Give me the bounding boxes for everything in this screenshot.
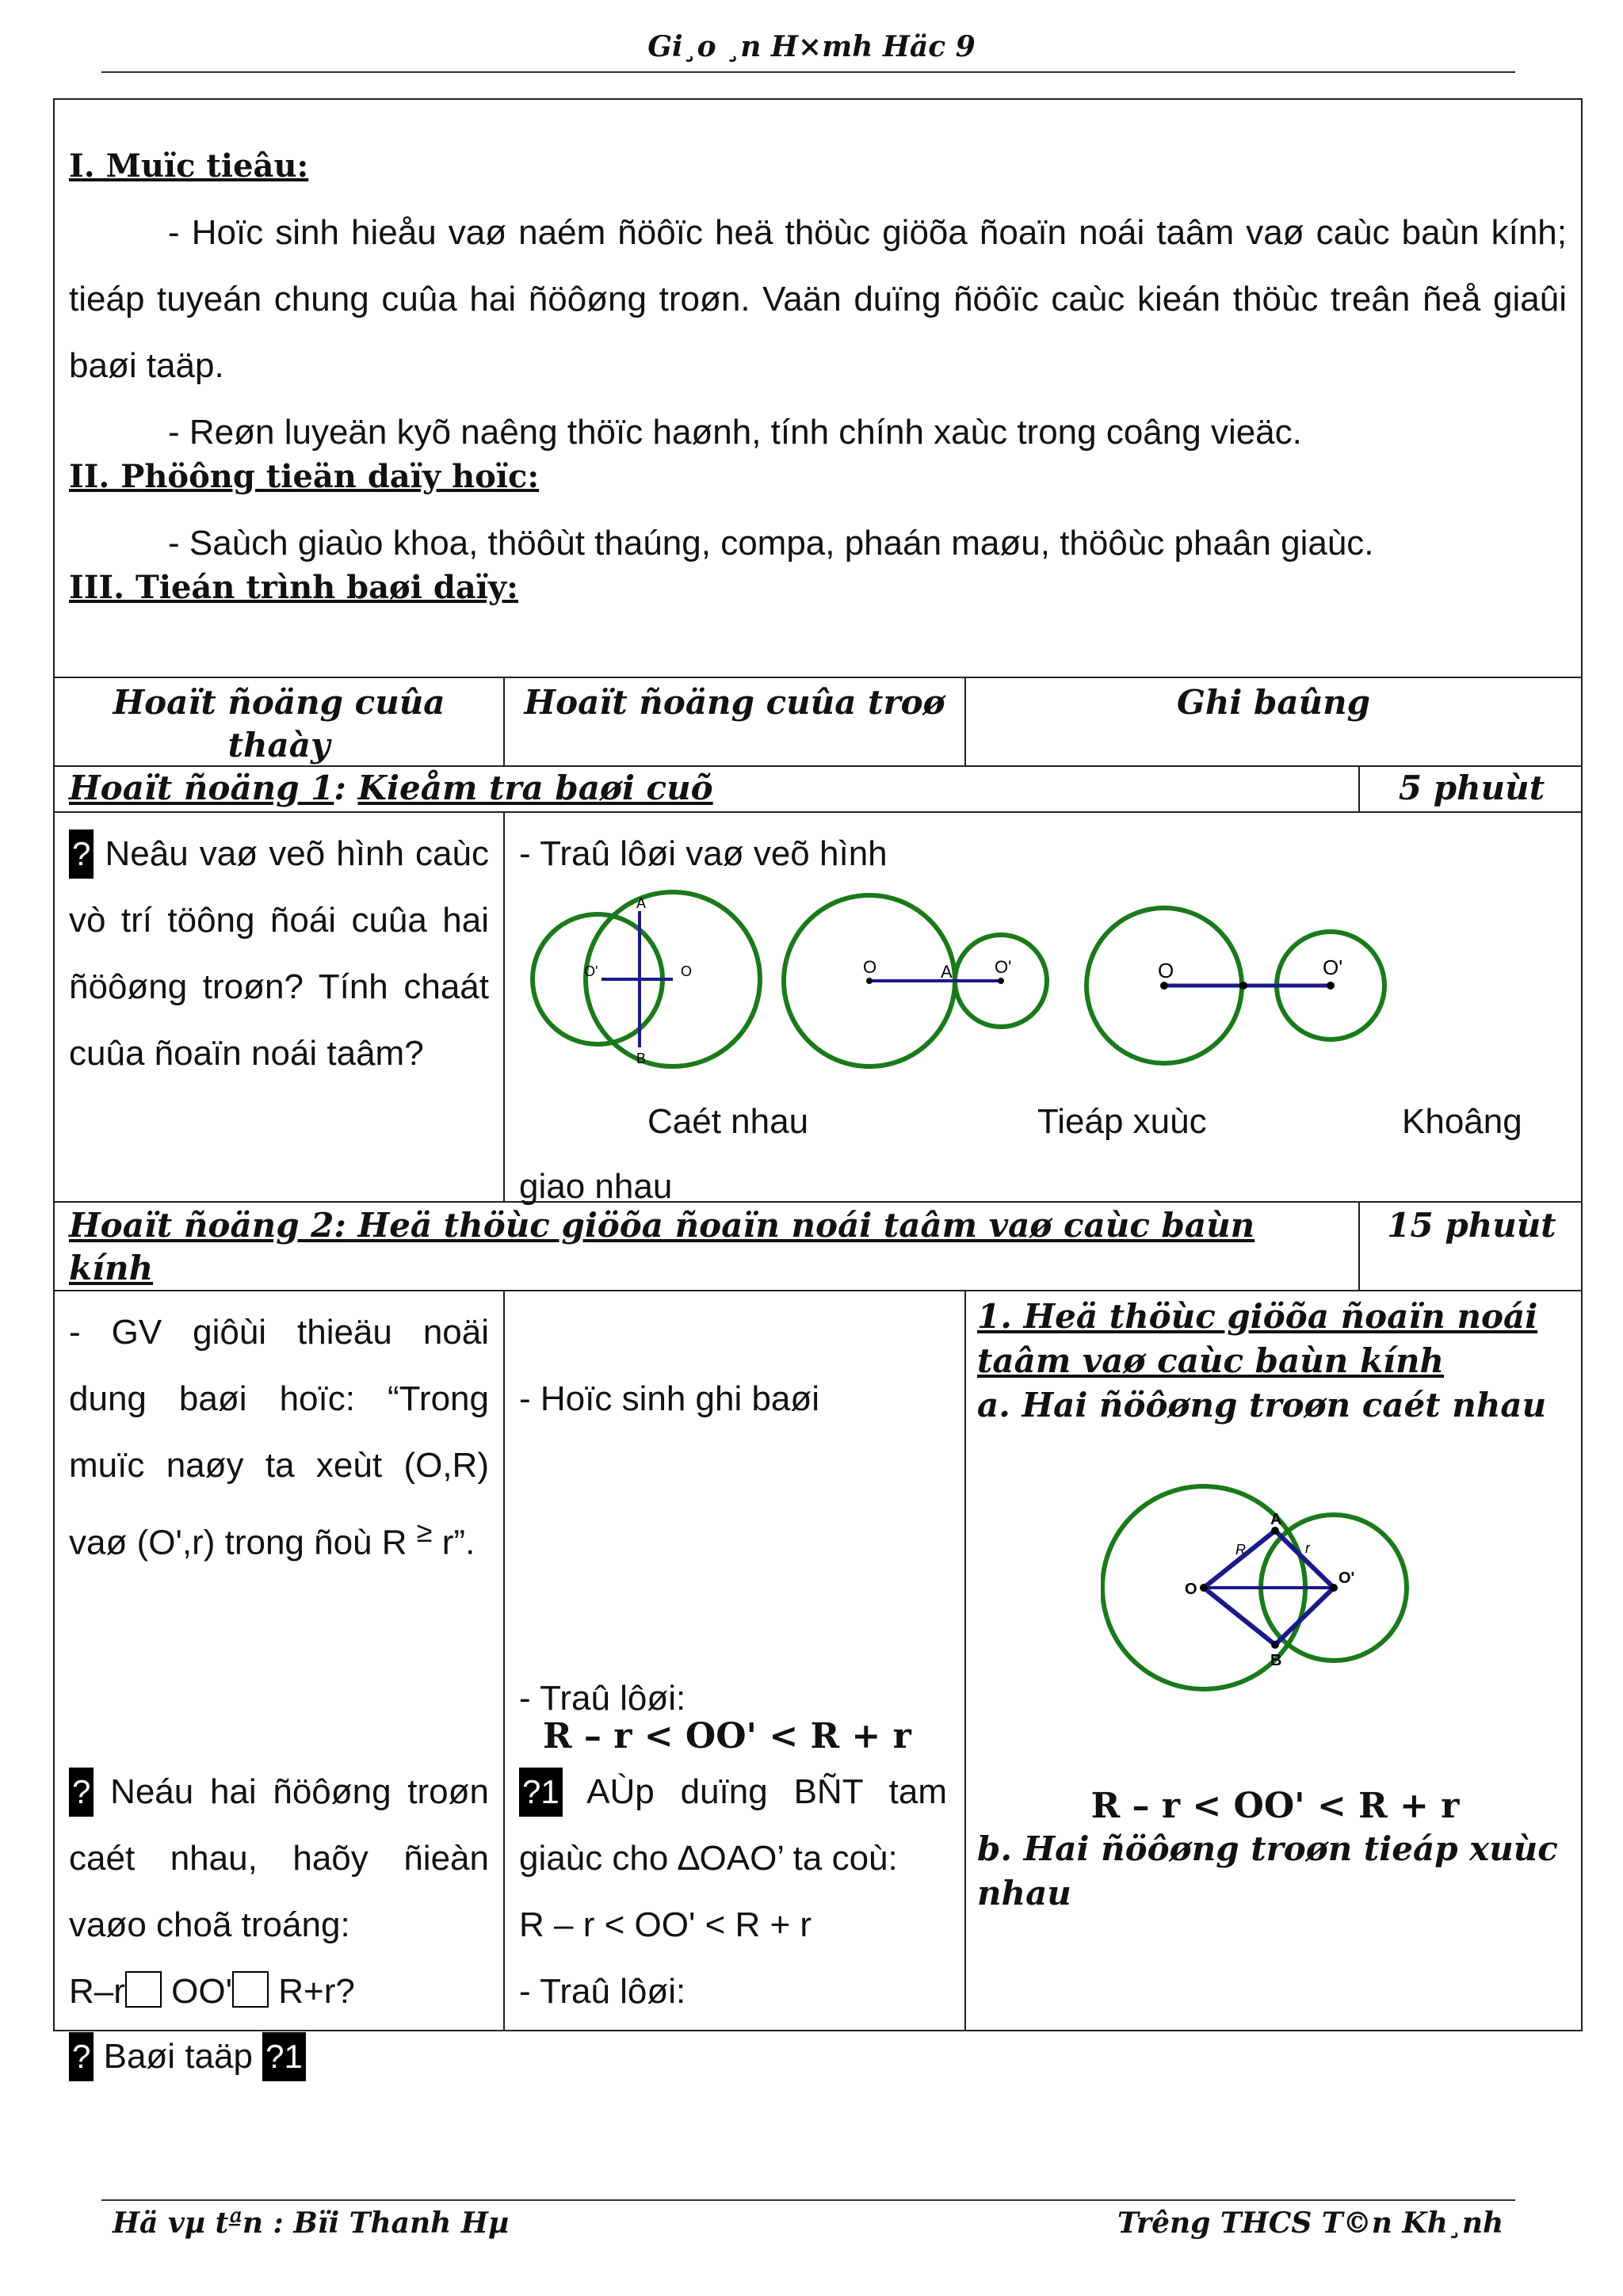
- blank-box[interactable]: [125, 1971, 162, 2008]
- activity1-student-text: - Traû lôøi vaø veõ hình: [519, 834, 888, 873]
- activity2-student-answer-label-2: - Traû lôøi:: [519, 1972, 686, 2011]
- intersecting-circles-figure: [1101, 1475, 1449, 1700]
- col-divider-1b: [503, 811, 505, 1201]
- label-o-prime: O': [1323, 955, 1343, 979]
- activity2-header: [69, 1204, 1345, 1290]
- activity1-end-rule: [55, 1201, 1581, 1203]
- fill-r-minus-r: R–r: [69, 1972, 125, 2011]
- activity2-exercise: [69, 2023, 306, 2090]
- label-o-prime: O': [1338, 1569, 1355, 1587]
- activity2-teacher-question-text: Neáu hai ñöôøng troøn caét nhau, haõy ñieàn vaøo choã troáng:: [69, 1772, 489, 1944]
- footer-rule: [101, 2199, 1515, 2201]
- objectives-paragraph-1: - Hoïc sinh hieåu vaø naém ñöôïc heä thöùc giöõa ñoaïn noái taâm vaø caùc baùn kính; tieáp tuyeán chung cuûa hai ñöôøng troøn. Vaän duïng ñöôïc caùc kieán thöùc treân ñeå giaûi baøi taäp.: [69, 213, 1567, 385]
- label-o: O: [1158, 959, 1174, 982]
- caption-apart-continued: giao nhau: [519, 1167, 673, 1206]
- activity2-student-inequality: R – r < OO' < R + r: [519, 1905, 812, 1944]
- center-dot: [866, 978, 873, 984]
- caption-apart: Khoâng: [1402, 1102, 1522, 1141]
- blank-box[interactable]: [232, 1971, 269, 2008]
- activity1-label: Hoaït ñoäng 1: [69, 769, 334, 807]
- activity2-row-rule: [55, 1290, 1581, 1291]
- column-header-notes: Ghi baûng: [1176, 683, 1370, 722]
- center-dot: [1239, 982, 1247, 990]
- question-mark-icon: ?: [69, 2032, 94, 2081]
- label-a: A: [1270, 1511, 1282, 1528]
- col-divider-2a: [964, 677, 966, 765]
- col-divider-1c: [503, 1290, 505, 2030]
- circle-positions-figure: [530, 884, 1576, 1074]
- means-paragraph: - Saùch giaùo khoa, thöôùt thaúng, compa, phaán maøu, thöôùc phaân giaùc.: [168, 524, 1374, 563]
- activity1-title: Kieåm tra baøi cuõ: [357, 769, 713, 807]
- lesson-frame: [53, 98, 1583, 2076]
- notes-heading-1: 1. Heä thöùc giöõa ñoaïn noái taâm vaø caùc baùn kính: [977, 1297, 1538, 1380]
- activity2-student-proof-text: AÙp duïng BÑT tam giaùc cho ∆OAO’ ta coù:: [519, 1772, 947, 1878]
- activity2-student-answer-label: - Traû lôøi:: [519, 1679, 686, 1718]
- notes-heading-2: a. Hai ñöôøng troøn caét nhau: [977, 1386, 1547, 1425]
- activity1-teacher-cell: [69, 821, 489, 1087]
- activity2-teacher-cell: [69, 1299, 489, 1577]
- activity1-row-rule: [55, 811, 1581, 813]
- page-header: Gi¸o ¸n H×mh Häc 9: [647, 30, 976, 63]
- label-a: A: [941, 962, 953, 982]
- fill-oo: OO': [171, 1972, 232, 2011]
- activity1-header: [69, 767, 713, 810]
- label-b: B: [1270, 1652, 1282, 1669]
- exercise-label: Baøi taäp: [103, 2037, 253, 2076]
- question-mark-icon: ?: [69, 1768, 94, 1817]
- activity1-colon: :: [334, 769, 346, 807]
- activity2-teacher-question: [69, 1759, 489, 1958]
- footer-school: Trêng THCS T©n Kh¸nh: [1117, 2206, 1504, 2240]
- point-dot: [1271, 1641, 1279, 1649]
- label-a: A: [636, 895, 647, 911]
- notes-heading-3: b. Hai ñöôøng troøn tieáp xuùc nhau: [977, 1829, 1558, 1913]
- activity2-student-formula: R – r < OO' < R + r: [543, 1716, 911, 1756]
- label-small-r: r: [1305, 1540, 1310, 1556]
- activity2-teacher-intro: - GV giôùi thieäu noäi dung baøi hoïc: “Trong muïc naøy ta xeùt (O,R) vaø (O',r) trong ñoù R: [69, 1313, 489, 1562]
- label-b: B: [636, 1051, 647, 1066]
- column-header-student: Hoaït ñoäng cuûa troø: [524, 683, 945, 722]
- process-heading: III. Tieán trình baøi daïy:: [69, 569, 518, 606]
- label-o: O: [863, 957, 877, 977]
- activity2-label: Hoaït ñoäng 2:: [69, 1206, 346, 1245]
- activity1-teacher-text: Neâu vaø veõ hình caùc vò trí töông ñoái cuûa hai ñöôøng troøn? Tính chaát cuûa ñoaïn noái taâm?: [69, 834, 489, 1073]
- activity2-time: 15 phuùt: [1387, 1206, 1556, 1245]
- caption-tangent: Tieáp xuùc: [1037, 1102, 1207, 1141]
- center-dot: [1327, 982, 1335, 990]
- label-big-r: R: [1235, 1542, 1246, 1558]
- time-divider-2: [1358, 1201, 1360, 1290]
- point-dot: [1330, 1584, 1338, 1592]
- label-o-prime: O': [584, 963, 598, 979]
- means-heading: II. Phöông tieän daïy hoïc:: [69, 458, 540, 495]
- center-dot: [1160, 982, 1168, 990]
- time-divider-1: [1358, 765, 1360, 811]
- column-header-teacher: Hoaït ñoäng cuûa thaày: [113, 683, 445, 765]
- objectives-paragraph-2: - Reøn luyeän kyõ naêng thöïc haønh, tính chính xaùc trong coâng vieäc.: [168, 413, 1302, 452]
- label-o: O: [1185, 1581, 1197, 1598]
- label-o: O: [681, 963, 693, 979]
- activity2-student-proof: [519, 1759, 947, 1892]
- header-rule: [101, 71, 1515, 73]
- col-divider-1a: [503, 677, 505, 765]
- footer-author: Hä vµ tªn : Bïi Thanh Hµ: [113, 2206, 510, 2240]
- center-dot: [998, 978, 1004, 984]
- question-tag: ?1: [262, 2032, 306, 2081]
- activity2-student-note: - Hoïc sinh ghi baøi: [519, 1379, 820, 1418]
- activity2-title: Heä thöùc giöõa ñoaïn noái taâm vaø caùc baùn kính: [69, 1206, 1255, 1287]
- activity1-time: 5 phuùt: [1398, 769, 1545, 807]
- table-top-rule: [55, 677, 1581, 678]
- activity2-fill-in: [69, 1958, 355, 2025]
- notes-formula: R – r < OO' < R + r: [1090, 1786, 1460, 1826]
- col-divider-2c: [964, 1290, 966, 2030]
- label-o-prime: O': [995, 957, 1012, 977]
- activity2-teacher-intro-end: r”.: [441, 1523, 475, 1562]
- fill-r-plus-r: R+r?: [278, 1972, 355, 2011]
- question-tag: ?1: [519, 1768, 563, 1817]
- caption-cut: Caét nhau: [647, 1102, 809, 1141]
- greater-equal-symbol: ≥: [416, 1516, 433, 1548]
- question-mark-icon: ?: [69, 830, 94, 879]
- objectives-heading: I. Muïc tieâu:: [69, 147, 309, 185]
- point-dot: [1200, 1584, 1208, 1592]
